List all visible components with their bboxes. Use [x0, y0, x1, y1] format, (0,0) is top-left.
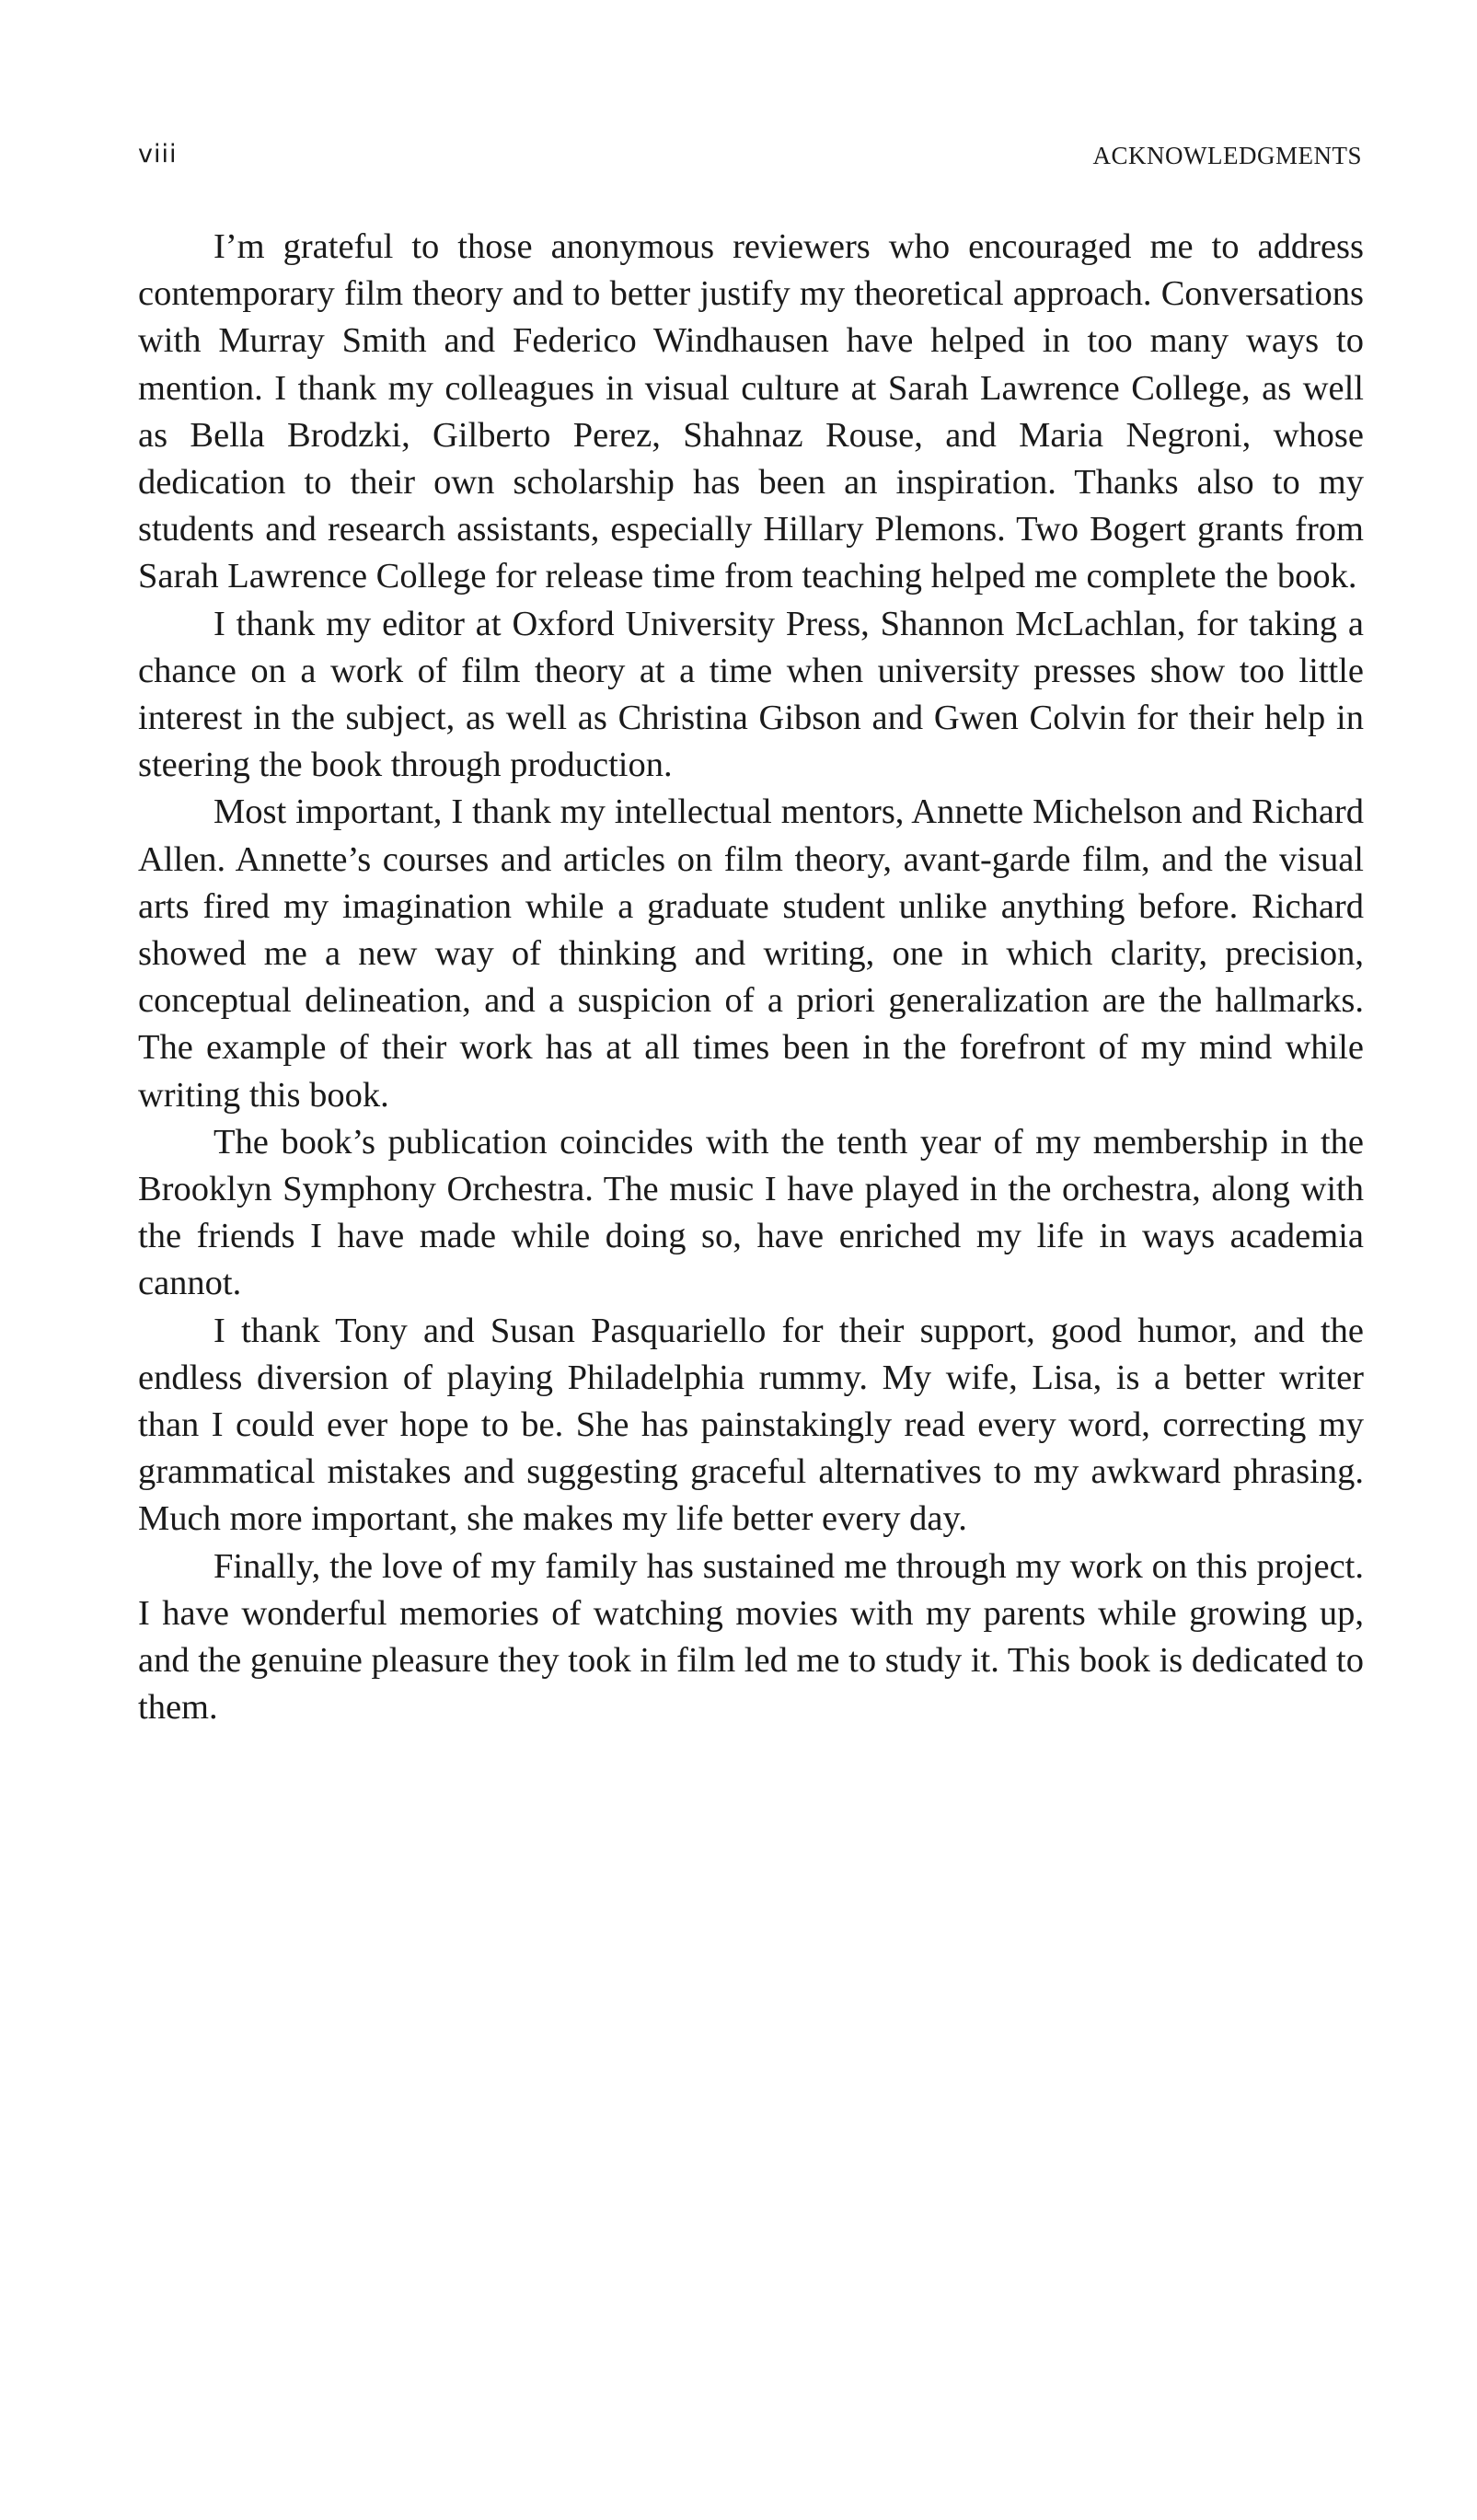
paragraph-editor: I thank my editor at Oxford University Press, Shannon McLachlan, for taking a chance on a work of film theory at a time when university presses show too little interest in the subject, as well as Christina Gibson and Gwen Colvin for their help in steering the book through production.	[138, 604, 1364, 785]
page-number: viii	[138, 140, 178, 168]
paragraph-orchestra: The book’s publication coincides with the tenth year of my membership in the Brooklyn Symphony Orchestra. The music I have played in the orchestra, along with the friends I have made while doing so, have enriched my life in ways academia cannot.	[138, 1122, 1364, 1303]
section-title: ACKNOWLEDGMENTS	[1092, 142, 1362, 169]
paragraph-reviewers: I’m grateful to those anonymous reviewers who encouraged me to address contemporary film theory and to better justify my theoretical approach. Conversations with Murray Smith and Federico Windhausen have helped in too many ways to mention. I thank my colleagues in visual culture at Sarah Lawrence College, as well as Bella Brodzki, Gilberto Perez, Shahnaz Rouse, and Maria Negroni, whose dedication to their own scholarship has been an inspiration. Thanks also to my students and research assistants, especially Hillary Plemons. Two Bogert grants from Sarah Lawrence College for release time from teaching helped me complete the book.	[138, 227, 1364, 596]
paragraph-mentors: Most important, I thank my intellectual mentors, Annette Michelson and Richard Allen. Annette’s courses and articles on film theory, avant-garde film, and the visual arts fired my imagination while a graduate student unlike anything before. Richard showed me a new way of thinking and writing, one in which clarity, precision, conceptual delineation, and a suspicion of a priori generalization are the hallmarks. The example of their work has at all times been in the forefront of my mind while writing this book.	[138, 792, 1364, 1115]
paragraph-dedication: Finally, the love of my family has sustained me through my work on this project. I have wonderful memories of watching movies with my parents while growing up, and the genuine pleasure they took in film led me to study it. This book is dedicated to them.	[138, 1546, 1364, 1728]
paragraph-family-friends: I thank Tony and Susan Pasquariello for their support, good humor, and the endless diversion of playing Philadelphia rummy. My wife, Lisa, is a better writer than I could ever hope to be. She has painstakingly read every word, correcting my grammatical mistakes and suggesting graceful alternatives to my awkward phrasing. Much more important, she makes my life better every day.	[138, 1311, 1364, 1539]
acknowledgments-body	[138, 224, 1364, 1732]
running-head	[138, 140, 1362, 177]
